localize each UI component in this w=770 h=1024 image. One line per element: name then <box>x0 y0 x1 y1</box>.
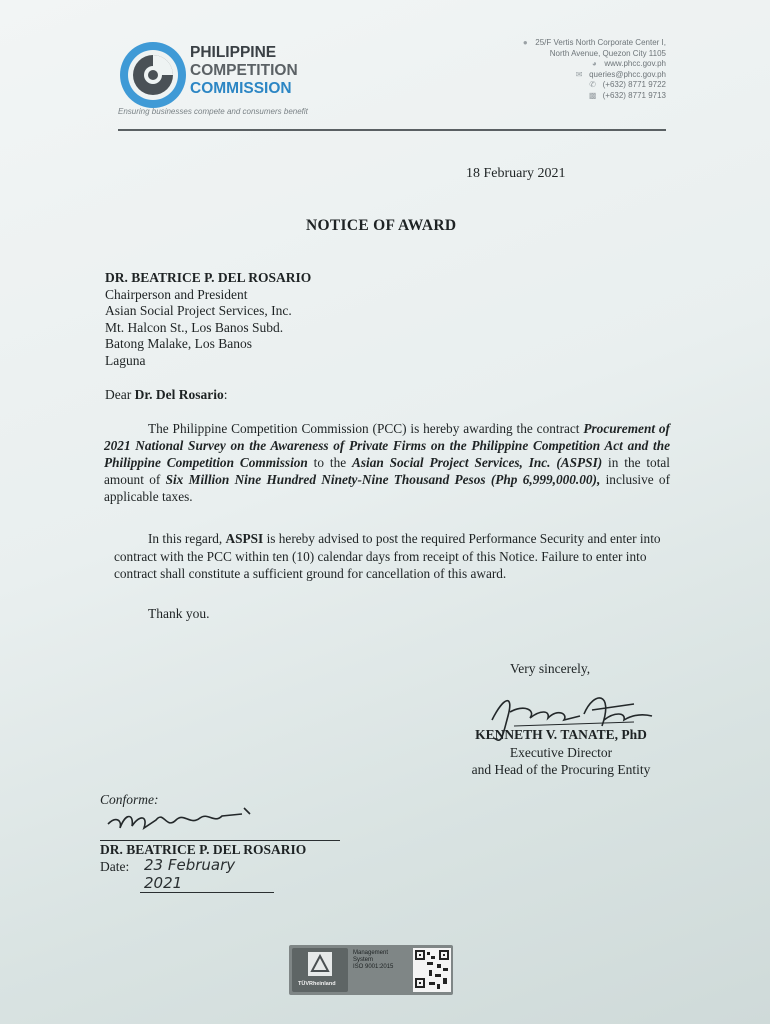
org-name-line2: COMPETITION <box>190 62 298 79</box>
iso-text <box>353 950 393 971</box>
award-paragraph <box>104 420 670 505</box>
org-name-line1: PHILIPPINE <box>190 44 277 61</box>
addressee-address3: Laguna <box>105 352 146 368</box>
tagline: Ensuring businesses compete and consumers benefit <box>118 107 308 116</box>
para1-text: to the <box>307 455 352 470</box>
aspsi-bold: ASPSI <box>225 531 264 546</box>
location-pin-icon: ● <box>522 38 528 47</box>
addressee-block <box>105 270 311 369</box>
tuv-logo <box>292 948 348 992</box>
addressee-position: Chairperson and President <box>105 286 248 302</box>
contact-block <box>520 38 666 101</box>
envelope-icon: ✉ <box>575 69 583 79</box>
salutation <box>105 387 228 403</box>
para2-text: In this regard, <box>148 531 226 546</box>
email-text: queries@phcc.gov.ph <box>589 69 666 79</box>
signer-title-2: and Head of the Procuring Entity <box>471 762 651 777</box>
addressee-company: Asian Social Project Services, Inc. <box>105 303 292 318</box>
conforme-label: Conforme: <box>100 792 159 807</box>
instruction-paragraph <box>114 530 672 583</box>
award-amount: Six Million Nine Hundred Ninety-Nine Thousand Pesos (Php 6,999,000.00), <box>165 472 601 487</box>
phone-icon: ✆ <box>589 80 596 89</box>
signature-line <box>100 840 340 841</box>
para1-text: in the total amount of <box>104 455 670 487</box>
contract-title: Procurement of 2021 National Survey on the Awareness of Private Firms on the Philippine Competition Act and the Philippine Competition Commission <box>104 421 670 470</box>
salutation-prefix: Dear <box>105 387 135 402</box>
phone-text: (+632) 8771 9722 <box>602 80 666 89</box>
para1-text: The Philippine Competition Commission (PCC) is hereby awarding the contract <box>148 421 584 436</box>
salutation-suffix: : <box>223 387 228 402</box>
addressee-address2: Batong Malake, Los Banos <box>105 336 252 351</box>
tuv-triangle-icon <box>308 952 332 976</box>
website-text: www.phcc.gov.ph <box>604 59 666 68</box>
org-name-line3: COMMISSION <box>190 80 292 97</box>
globe-icon: ◕ <box>591 59 597 68</box>
thanks-line: Thank you. <box>148 606 210 621</box>
iso-line3: ISO 9001:2015 <box>353 964 394 970</box>
conforme-date-label: Date: <box>100 859 130 874</box>
closing-line: Very sincerely, <box>510 661 591 676</box>
address-line1: 25/F Vertis North Corporate Center I, <box>535 38 666 47</box>
fax-text: (+632) 8771 9713 <box>602 90 666 100</box>
para2-text: is hereby advised to post the required Performance Security and enter into contract with the PCC within ten (10) calendar days from receipt of this Notice. Failure to enter into contract shall constitute a sufficient ground for cancellation of this award. <box>114 531 661 581</box>
letter-date: 18 February 2021 <box>466 166 566 181</box>
org-name <box>190 44 298 98</box>
signer-title: Executive Director <box>509 744 613 760</box>
address-line2: North Avenue, Quezon City 1105 <box>549 48 666 58</box>
document-title: NOTICE OF AWARD <box>306 217 457 234</box>
iso-line2: System <box>353 957 374 963</box>
conforme-name: DR. BEATRICE P. DEL ROSARIO <box>100 842 307 857</box>
signer-name: KENNETH V. TANATE, PhD <box>475 727 647 742</box>
tuv-label: TÜVRheinland <box>298 981 336 987</box>
awardee-name: Asian Social Project Services, Inc. (ASPSI) <box>352 455 603 470</box>
fax-icon: ▩ <box>588 90 597 100</box>
addressee-address1: Mt. Halcon St., Los Banos Subd. <box>105 319 284 335</box>
header-divider <box>118 129 666 131</box>
qr-code-icon <box>413 948 451 992</box>
signer-block <box>456 726 666 779</box>
conforme-signature <box>104 802 264 842</box>
para1-text: inclusive of applicable taxes. <box>104 472 671 504</box>
conforme-date-value: 23 February 2021 <box>140 856 274 893</box>
salutation-name: Dr. Del Rosario <box>134 387 224 402</box>
iso-line1: Management <box>353 950 389 956</box>
pcc-logo-icon <box>118 40 188 110</box>
iso-certification-badge <box>289 945 453 995</box>
addressee-name: DR. BEATRICE P. DEL ROSARIO <box>105 270 312 285</box>
